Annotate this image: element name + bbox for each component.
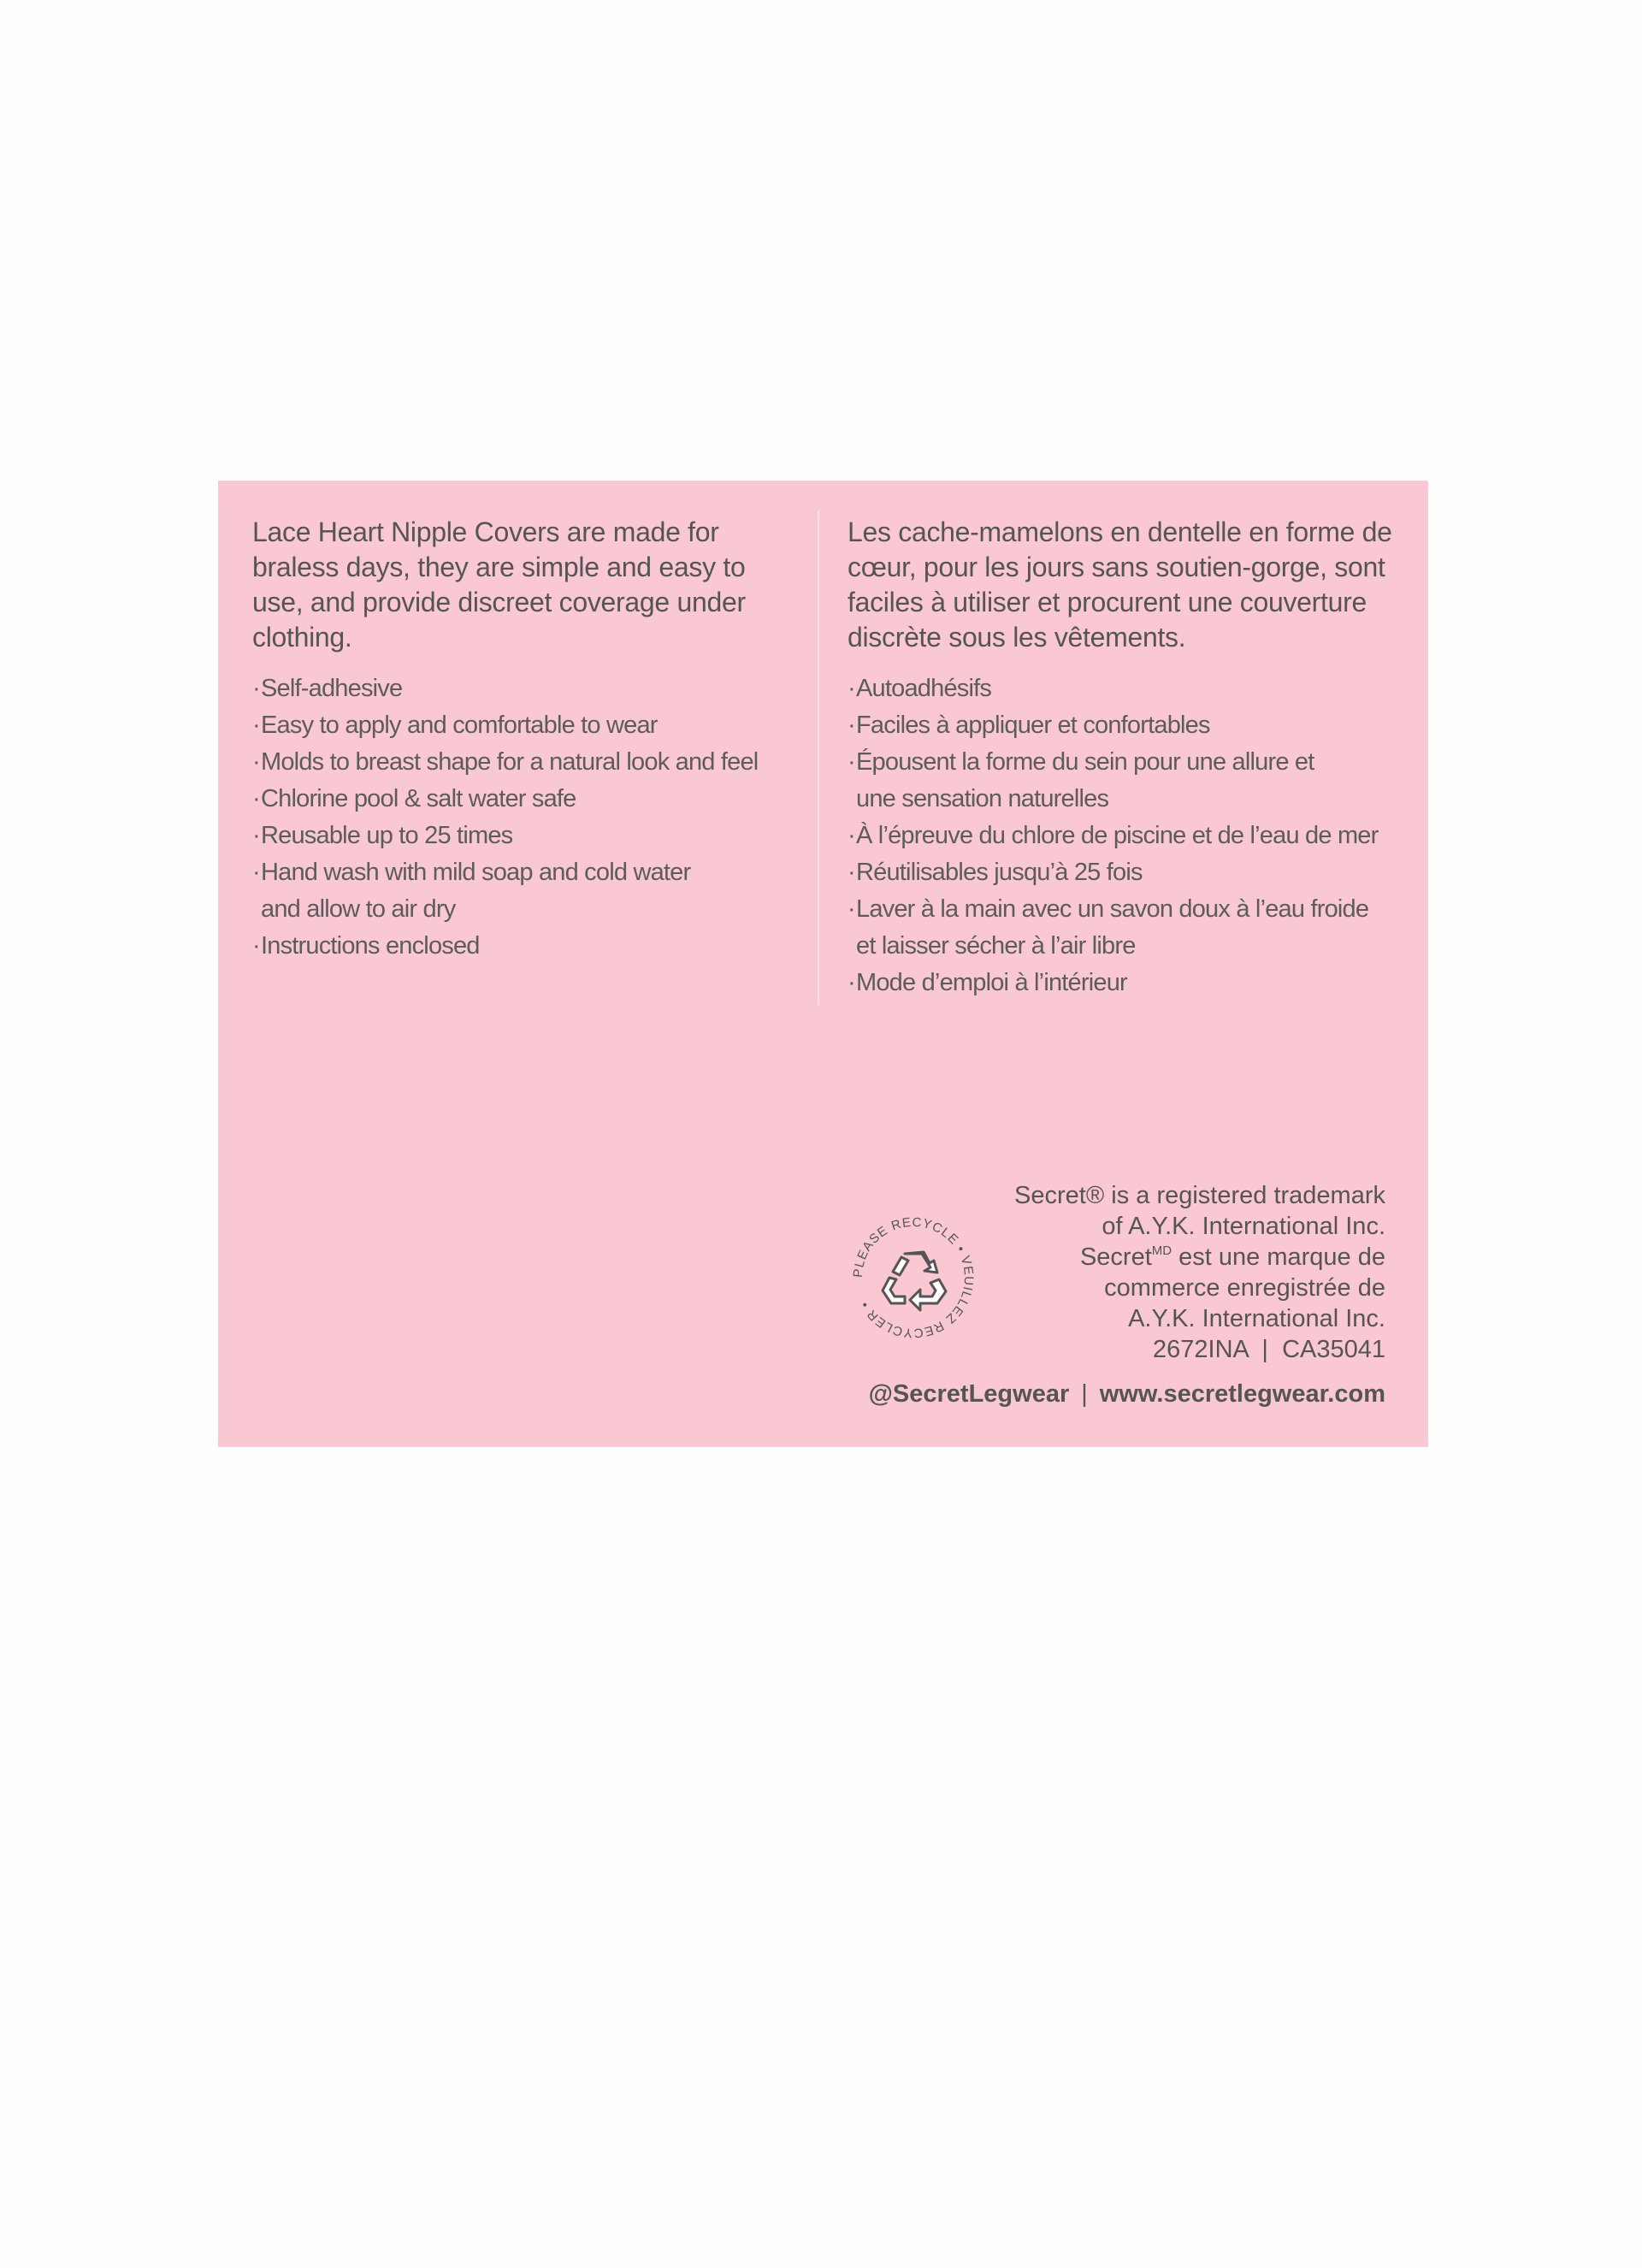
bullet-dot: ·	[848, 822, 855, 849]
english-feature-item	[252, 744, 800, 781]
trademark-line: Secret® is a registered trademark	[1014, 1182, 1385, 1209]
bullet-dot: ·	[252, 859, 260, 886]
french-intro: Les cache-mamelons en dentelle en forme de cœur, pour les jours sans soutien-gorge, sont faciles à utiliser et procurent une couverture discrète sous les vêtements.	[848, 517, 1392, 653]
bullet-dot: ·	[252, 785, 260, 812]
english-feature-item	[252, 670, 800, 707]
contact-separator: |	[1081, 1380, 1088, 1408]
bullet-dot: ·	[848, 859, 855, 886]
product-codes: 2672INA | CA35041	[1153, 1336, 1385, 1363]
bullet-dot: ·	[252, 822, 260, 849]
recycle-arrows	[883, 1252, 946, 1310]
brand-word: Secret	[1079, 1243, 1152, 1271]
bullet-dot: ·	[848, 675, 855, 702]
trademark-line: commerce enregistrée de	[1104, 1274, 1385, 1302]
trademark-line-text: est une marque de	[1172, 1243, 1385, 1271]
english-column	[252, 515, 800, 965]
bullet-dot: ·	[252, 932, 260, 960]
bullet-dot: ·	[848, 969, 855, 996]
french-feature-text: Autoadhésifs	[856, 675, 992, 702]
trademark-notice	[941, 1180, 1385, 1365]
french-feature-item	[848, 670, 1412, 707]
trademark-line-french	[941, 1242, 1385, 1273]
english-feature-item	[252, 818, 800, 854]
french-column	[848, 515, 1412, 1001]
package-back-panel	[218, 481, 1428, 1447]
column-divider	[818, 511, 819, 1006]
english-feature-item	[252, 928, 800, 965]
french-feature-list	[848, 670, 1412, 1001]
english-feature-text: Hand wash with mild soap and cold water and allow to air dry	[261, 859, 691, 923]
french-feature-item	[848, 744, 1412, 818]
bullet-dot: ·	[848, 748, 855, 776]
website-url: www.secretlegwear.com	[1099, 1380, 1385, 1408]
english-feature-text: Molds to breast shape for a natural look and feel	[261, 748, 759, 776]
french-feature-text: À l’épreuve du chlore de piscine et de l’eau de mer	[856, 822, 1379, 849]
french-feature-item	[848, 707, 1412, 744]
french-feature-item	[848, 965, 1412, 1001]
french-feature-item	[848, 818, 1412, 854]
bullet-dot: ·	[848, 895, 855, 923]
english-feature-list	[252, 670, 800, 965]
french-feature-text: Faciles à appliquer et confortables	[856, 712, 1210, 739]
english-feature-item	[252, 707, 800, 744]
bullet-dot: ·	[252, 748, 260, 776]
trademark-md-mark: MD	[1151, 1243, 1172, 1258]
french-feature-item	[848, 854, 1412, 891]
english-feature-text: Easy to apply and comfortable to wear	[261, 712, 658, 739]
social-handle: @SecretLegwear	[868, 1380, 1070, 1408]
french-feature-text: Réutilisables jusqu’à 25 fois	[856, 859, 1143, 886]
english-intro: Lace Heart Nipple Covers are made for braless days, they are simple and easy to use, and provide discreet coverage under clothing.	[252, 517, 746, 653]
english-feature-item	[252, 781, 800, 818]
recycle-badge-ring-text: PLEASE RECYCLE • VEUILLEZ RECYCLER •	[850, 1214, 977, 1341]
english-feature-item	[252, 854, 800, 928]
contact-line	[869, 1380, 1385, 1409]
french-feature-text: Mode d’emploi à l’intérieur	[856, 969, 1127, 996]
bullet-dot: ·	[252, 712, 260, 739]
english-feature-text: Instructions enclosed	[261, 932, 480, 960]
english-feature-text: Self-adhesive	[261, 675, 403, 702]
english-feature-text: Reusable up to 25 times	[261, 822, 513, 849]
french-feature-item	[848, 891, 1412, 965]
bullet-dot: ·	[848, 712, 855, 739]
french-feature-text: Laver à la main avec un savon doux à l’eau froide et laisser sécher à l’air libre	[856, 895, 1369, 960]
french-feature-text: Épousent la forme du sein pour une allure et une sensation naturelles	[856, 748, 1314, 812]
trademark-line: A.Y.K. International Inc.	[1128, 1305, 1385, 1332]
english-feature-text: Chlorine pool & salt water safe	[261, 785, 576, 812]
bullet-dot: ·	[252, 675, 260, 702]
trademark-line: of A.Y.K. International Inc.	[1102, 1213, 1385, 1240]
